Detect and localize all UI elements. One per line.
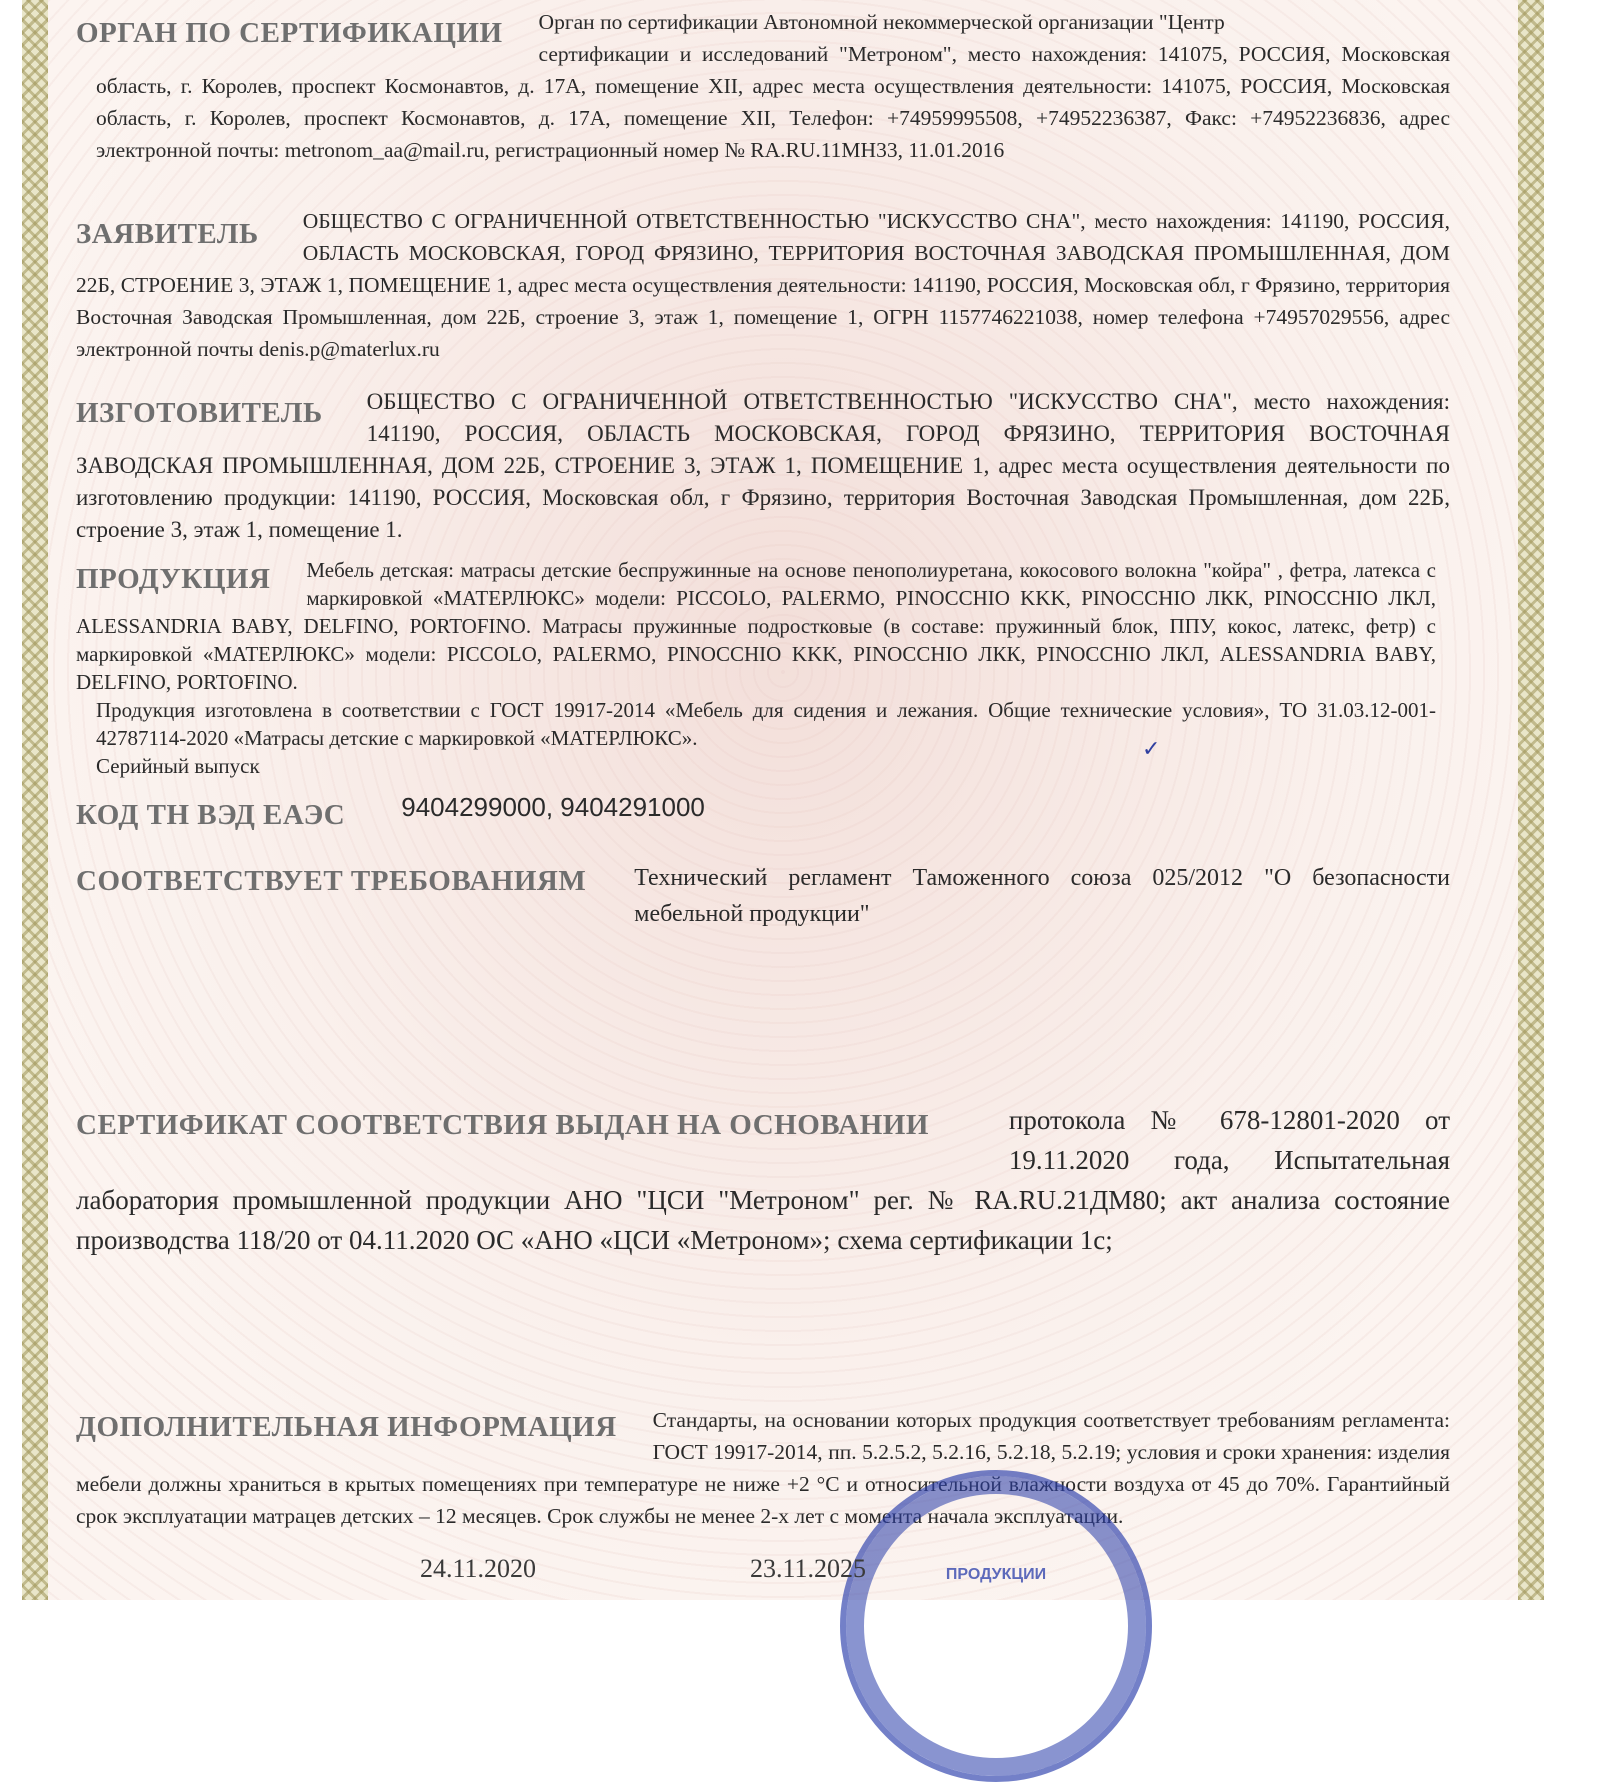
section-label: ПРОДУКЦИЯ	[76, 563, 271, 595]
decorative-border-left	[22, 0, 48, 1600]
pen-mark: ✓	[1142, 736, 1161, 761]
section-manufacturer	[76, 386, 1450, 546]
section-label: ЗАЯВИТЕЛЬ	[76, 218, 259, 250]
product-standard: Продукция изготовлена в соответствии с ГОСТ 19917-2014 «Мебель для сидения и лежания. Общие технические условия», ТО 31.03.12-001-42787114-2020 «Матрасы детские с маркировкой «МАТЕРЛЮКС».	[96, 698, 1436, 750]
section-certification-body	[76, 4, 1450, 166]
valid-from-date: 24.11.2020	[420, 1554, 537, 1583]
section-text: Стандарты, на основании которых продукция соответствует требованиям регламента: ГОСТ 19917-2014, пп. 5.2.5.2, 5.2.16, 5.2.18, 5.2.19; условия и сроки хранения: изделия мебели должны храниться в крытых помещениях при температуре не ниже +2 °С и относительной влажности воздуха от 45 до 70%. Гарантийный срок эксплуатации матрацев детских – 12 месяцев. Срок службы не менее 2-х лет с момента начала эксплуатации.	[76, 1408, 1450, 1528]
section-basis	[76, 1100, 1450, 1260]
section-text: Мебель детская: матрасы детские беспружинные на основе пенополиуретана, кокосового волокна "койра" , фетра, латекса с маркировкой «МАТЕРЛЮКС» модели: PICCOLO, PALERMO, PINOCCHIO KKK, PINOCCHIO ЛКК, PINOCCHIO ЛКЛ, ALESSANDRIA BABY, DELFINO, PORTOFINO. Матрасы пружинные подростковые (в составе: пружинный блок, ППУ, кокос, латекс, фетр) с маркировкой «МАТЕРЛЮКС» модели: PICCOLO, PALERMO, PINOCCHIO KKK, PINOCCHIO ЛКК, PINOCCHIO ЛКЛ, ALESSANDRIA BABY, DELFINO, PORTOFINO.	[76, 558, 1436, 694]
section-text: протокола № 678-12801-2020 от 19.11.2020 года, Испытательная лаборатория промышленной продукции АНО "ЦСИ "Метроном" рег. № RA.RU.21ДМ80; акт анализа состояние производства 118/20 от 04.11.2020 ОС «АНО «ЦСИ «Метроном»; схема сертификации 1с;	[76, 1105, 1450, 1255]
section-additional	[76, 1404, 1450, 1532]
section-label: ОРГАН ПО СЕРТИФИКАЦИИ	[76, 17, 503, 49]
stamp-text: ПРОДУКЦИИ	[945, 1566, 1047, 1583]
section-label: ДОПОЛНИТЕЛЬНАЯ ИНФОРМАЦИЯ	[76, 1411, 617, 1443]
section-text: Технический регламент Таможенного союза 025/2012 "О безопасности мебельной продукции"	[634, 865, 1450, 927]
section-applicant	[76, 205, 1450, 365]
validity-row	[76, 1548, 1450, 1600]
section-requirements	[76, 860, 1450, 932]
product-serial: Серийный выпуск	[96, 754, 260, 778]
hs-code-value: 9404299000, 9404291000	[401, 792, 705, 822]
section-product	[76, 556, 1436, 780]
section-label: СООТВЕТСТВУЕТ ТРЕБОВАНИЯМ	[76, 865, 587, 897]
official-stamp	[840, 1470, 1152, 1782]
section-hs-code	[76, 792, 1450, 832]
section-text: сертификации и исследований "Метроном", место нахождения: 141075, РОССИЯ, Московская область, г. Королев, проспект Космонавтов, д. 17А, помещение XII, адрес места осуществления деятельности: 141075, РОССИЯ, Московская область, г. Королев, проспект Космонавтов, д. 17А, помещение XII, Телефон: +74959995508, +74952236387, Факс: +74952236836, адрес электронной почты: metronom_aa@mail.ru, регистрационный номер № RA.RU.11МН33, 11.01.2016	[96, 42, 1450, 162]
section-label: КОД ТН ВЭД ЕАЭС	[76, 799, 346, 831]
valid-to-date: 23.11.2025	[750, 1554, 867, 1583]
section-text: ОБЩЕСТВО С ОГРАНИЧЕННОЙ ОТВЕТСТВЕННОСТЬЮ "ИСКУССТВО СНА", место нахождения: 141190, РОССИЯ, ОБЛАСТЬ МОСКОВСКАЯ, ГОРОД ФРЯЗИНО, ТЕРРИТОРИЯ ВОСТОЧНАЯ ЗАВОДСКАЯ ПРОМЫШЛЕННАЯ, ДОМ 22Б, СТРОЕНИЕ 3, ЭТАЖ 1, ПОМЕЩЕНИЕ 1, адрес места осуществления деятельности по изготовлению продукции: 141190, РОССИЯ, Московская обл, г Фрязино, территория Восточная Заводская Промышленная, дом 22Б, строение 3, этаж 1, помещение 1.	[76, 389, 1450, 542]
section-label: СЕРТИФИКАТ СООТВЕТСТВИЯ ВЫДАН НА ОСНОВАНИИ	[76, 1109, 929, 1141]
section-text-first: Орган по сертификации Автономной некоммерческой организации "Центр	[538, 10, 1225, 34]
section-label: ИЗГОТОВИТЕЛЬ	[76, 397, 323, 429]
section-text: ОБЩЕСТВО С ОГРАНИЧЕННОЙ ОТВЕТСТВЕННОСТЬЮ "ИСКУССТВО СНА", место нахождения: 141190, РОССИЯ, ОБЛАСТЬ МОСКОВСКАЯ, ГОРОД ФРЯЗИНО, ТЕРРИТОРИЯ ВОСТОЧНАЯ ЗАВОДСКАЯ ПРОМЫШЛЕННАЯ, ДОМ 22Б, СТРОЕНИЕ 3, ЭТАЖ 1, ПОМЕЩЕНИЕ 1, адрес места осуществления деятельности: 141190, РОССИЯ, Московская обл, г Фрязино, территория Восточная Заводская Промышленная, дом 22Б, строение 3, этаж 1, помещение 1, ОГРН 1157746221038, номер телефона +74957029556, адрес электронной почты denis.p@materlux.ru	[76, 209, 1450, 361]
decorative-border-right	[1518, 0, 1544, 1600]
